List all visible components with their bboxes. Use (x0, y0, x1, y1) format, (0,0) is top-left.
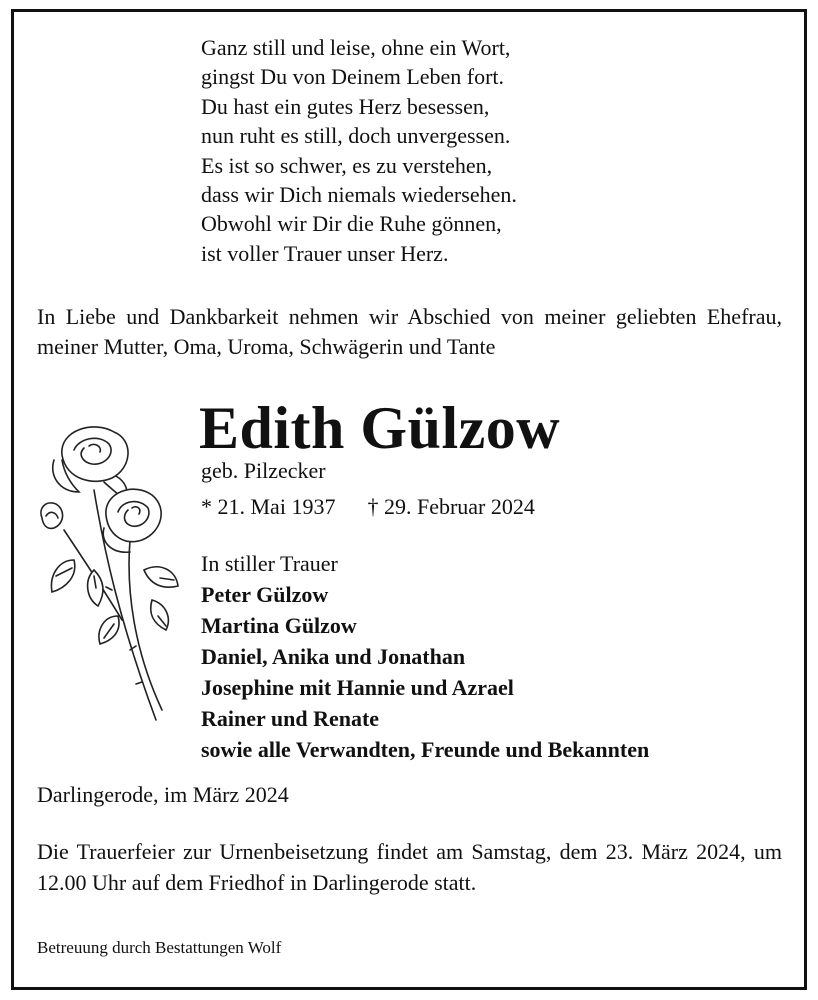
mourner-name: Josephine mit Hannie und Azrael (201, 675, 514, 700)
mourners-heading: In stiller Trauer (201, 551, 338, 576)
birth-date: * 21. Mai 1937 (201, 494, 336, 519)
death-date: † 29. Februar 2024 (367, 494, 535, 519)
rose-illustration-icon (34, 420, 184, 730)
place-and-date: Darlingerode, im März 2024 (37, 782, 289, 807)
memorial-poem (201, 33, 517, 268)
poem-line: nun ruht es still, doch unvergessen. (201, 123, 511, 149)
poem-line: Obwohl wir Dir die Ruhe gönnen, (201, 211, 502, 237)
mourner-name: Martina Gülzow (201, 613, 357, 638)
mourner-name: Daniel, Anika und Jonathan (201, 644, 466, 669)
poem-line: Es ist so schwer, es zu verstehen, (201, 152, 493, 178)
poem-line: Du hast ein gutes Herz besessen, (201, 93, 490, 119)
mourner-name: Peter Gülzow (201, 582, 329, 607)
poem-line: Ganz still und leise, ohne ein Wort, (201, 35, 511, 60)
poem-line: gingst Du von Deinem Leben fort. (201, 64, 505, 90)
maiden-name: geb. Pilzecker (201, 458, 326, 483)
mourner-name: Rainer und Renate (201, 706, 380, 731)
funeral-service-info: Die Trauerfeier zur Urnenbeisetzung findet am Samstag, dem 23. März 2024, um 12.00 Uhr auf dem Friedhof in Darlingerode statt. (37, 839, 782, 895)
life-dates (201, 494, 535, 520)
poem-line: ist voller Trauer unser Herz. (201, 240, 449, 266)
intro-text: In Liebe und Dankbarkeit nehmen wir Abschied von meiner geliebten Ehefrau, meiner Mutter, Oma, Uroma, Schwägerin und Tante (37, 304, 782, 359)
mourner-name: sowie alle Verwandten, Freunde und Bekannten (201, 737, 650, 762)
funeral-home-credit: Betreuung durch Bestattungen Wolf (37, 938, 282, 957)
mourners-list (201, 548, 649, 765)
deceased-name: Edith Gülzow (199, 395, 561, 461)
poem-line: dass wir Dich niemals wiedersehen. (201, 182, 517, 208)
